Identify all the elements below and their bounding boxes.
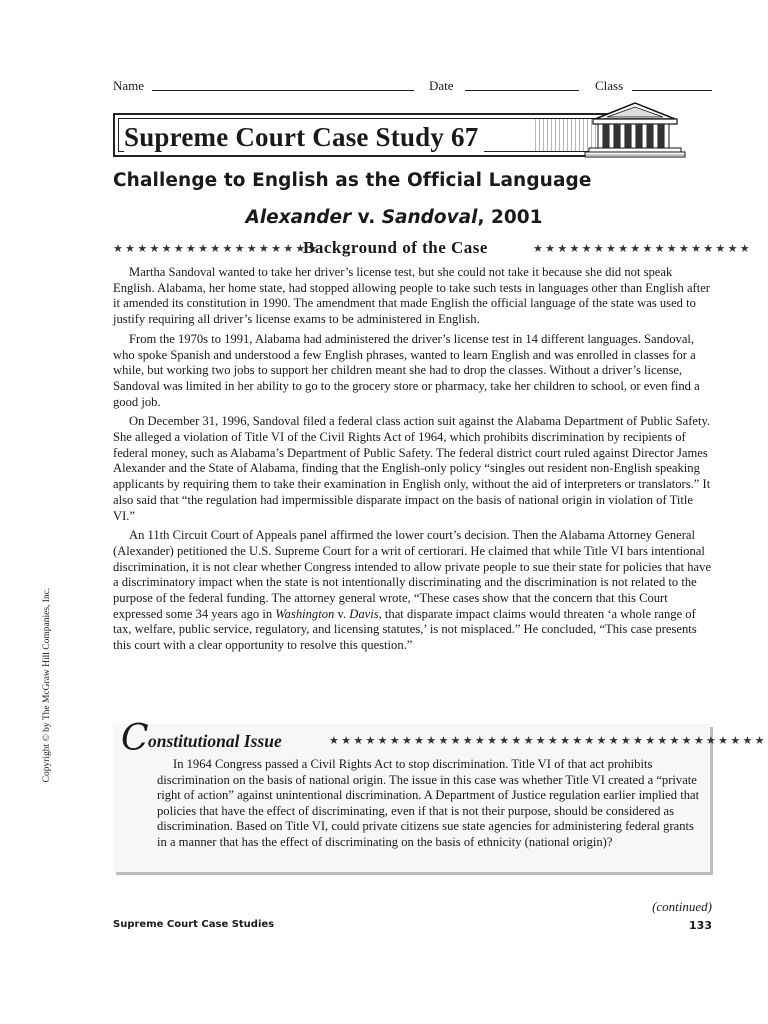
case-year: , 2001 bbox=[477, 207, 543, 228]
copyright-notice: Copyright © by The McGraw Hill Companies, Inc. bbox=[42, 587, 52, 783]
background-paragraph: From the 1970s to 1991, Alabama had administered the driver’s license test in 14 different languages. Sandoval, who spoke Spanish and understood a few English phrases, wanted to learn English and was enrolled in classes for a while, but working two jobs to support her children meant she had to drop the classes. Without a driver’s license, Sandoval was limited in her ability to go to the grocery store or pharmacy, take her children to school, or even find a good job. bbox=[113, 331, 700, 409]
constitutional-issue-initial: C bbox=[121, 718, 149, 759]
background-paragraph: On December 31, 1996, Sandoval filed a federal class action suit against the Alabama Department of Public Safety. She alleged a violation of Title VI of the Civil Rights Act of 1964, which prohibits discrimination by recipients of federal money, such as Alabama’s Department of Public Safety. The federal district court ruled against Director James Alexander and the State of Alabama, finding that the English-only policy “singles out resident non-English speaking applicants by requiring them to take their examination in English only, without the aid of interpreters or translators.” It also said that “the regulation had impermissible disparate impact on the basis of national origin in violation of Title VI.” bbox=[113, 414, 711, 523]
case-study-title: Supreme Court Case Study 67 bbox=[124, 122, 484, 153]
background-paragraph-4: An 11th Circuit Court of Appeals panel affirmed the lower court’s decision. Then the Alabama Attorney General (Alexander) petitioned the U.S. Supreme Court for a writ of certiorari. He claimed that while Title VI bars intentional discrimination, it is not clear whether Congress intended to allow private people to sue their state for policies that have a discriminatory impact when the state is not intentionally discriminating and the discrimination is not related to the purpose of the federal funding. The attorney general wrote, “These cases show that the concern that this Court expressed some 34 years ago in Washington v. Davis, that disparate impact claims would threaten ‘a whole range of tax, welfare, public service, regulatory, and licensing statutes,’ is not misplaced.” He concluded, “This case presents this court with a clear opportunity to resolve this question.” bbox=[113, 528, 712, 653]
background-paragraph: Martha Sandoval wanted to take her driver’s license test, but she could not take it because she did not speak English. Alabama, her home state, had stopped allowing people to take such tests in languages other than English after it amended its constitution in 1990. The amendment that made English the official language of the state was used to justify requiring all driver’s license exams to be administered in English. bbox=[113, 265, 711, 327]
courthouse-icon bbox=[585, 97, 685, 159]
stars-divider-left: ★★★★★★★★★★★★★★★★★ bbox=[113, 243, 320, 255]
page-number: 133 bbox=[689, 919, 712, 932]
stars-divider: ★★★★★★★★★★★★★★★★★★★★★★★★★★★★★★★★★★★★ bbox=[329, 735, 767, 747]
date-label: Date bbox=[429, 78, 454, 93]
constitutional-issue-title: onstitutional Issue bbox=[148, 731, 282, 751]
continued-note: (continued) bbox=[652, 899, 712, 914]
background-section-header bbox=[113, 238, 752, 258]
book-title: Supreme Court Case Studies bbox=[113, 919, 275, 930]
constitutional-issue-box bbox=[113, 718, 767, 872]
date-field-line[interactable] bbox=[465, 90, 579, 91]
stars-divider-right: ★★★★★★★★★★★★★★★★★★ bbox=[533, 243, 752, 255]
constitutional-issue-text: In 1964 Congress passed a Civil Rights Act to stop discrimination. Title VI of that act prohibits discrimination on the basis of national origin. The issue in this case was whether Title VI created a “private right of action” against unintentional discrimination. A Department of Justice regulation earlier implied that policies that have the effect of discriminating, even if that is not their purpose, should be considered as discrimination. Based on Title VI, could private citizens sue state agencies for administering federal grants in a manner that has the effect of discriminating on the basis of ethnicity (national origin)? bbox=[157, 757, 700, 849]
name-field-line[interactable] bbox=[152, 90, 414, 91]
title-banner bbox=[113, 113, 615, 157]
case-party-2: Sandoval bbox=[381, 207, 478, 228]
name-label: Name bbox=[113, 78, 145, 93]
case-name bbox=[0, 207, 768, 228]
case-heading: Challenge to English as the Official Language bbox=[113, 170, 592, 191]
case-party-1: Alexander bbox=[245, 207, 352, 228]
background-title: Background of the Case bbox=[303, 238, 488, 257]
class-label: Class bbox=[595, 78, 624, 93]
case-versus: v. bbox=[351, 207, 382, 228]
class-field-line[interactable] bbox=[632, 90, 712, 91]
background-text bbox=[113, 265, 715, 658]
